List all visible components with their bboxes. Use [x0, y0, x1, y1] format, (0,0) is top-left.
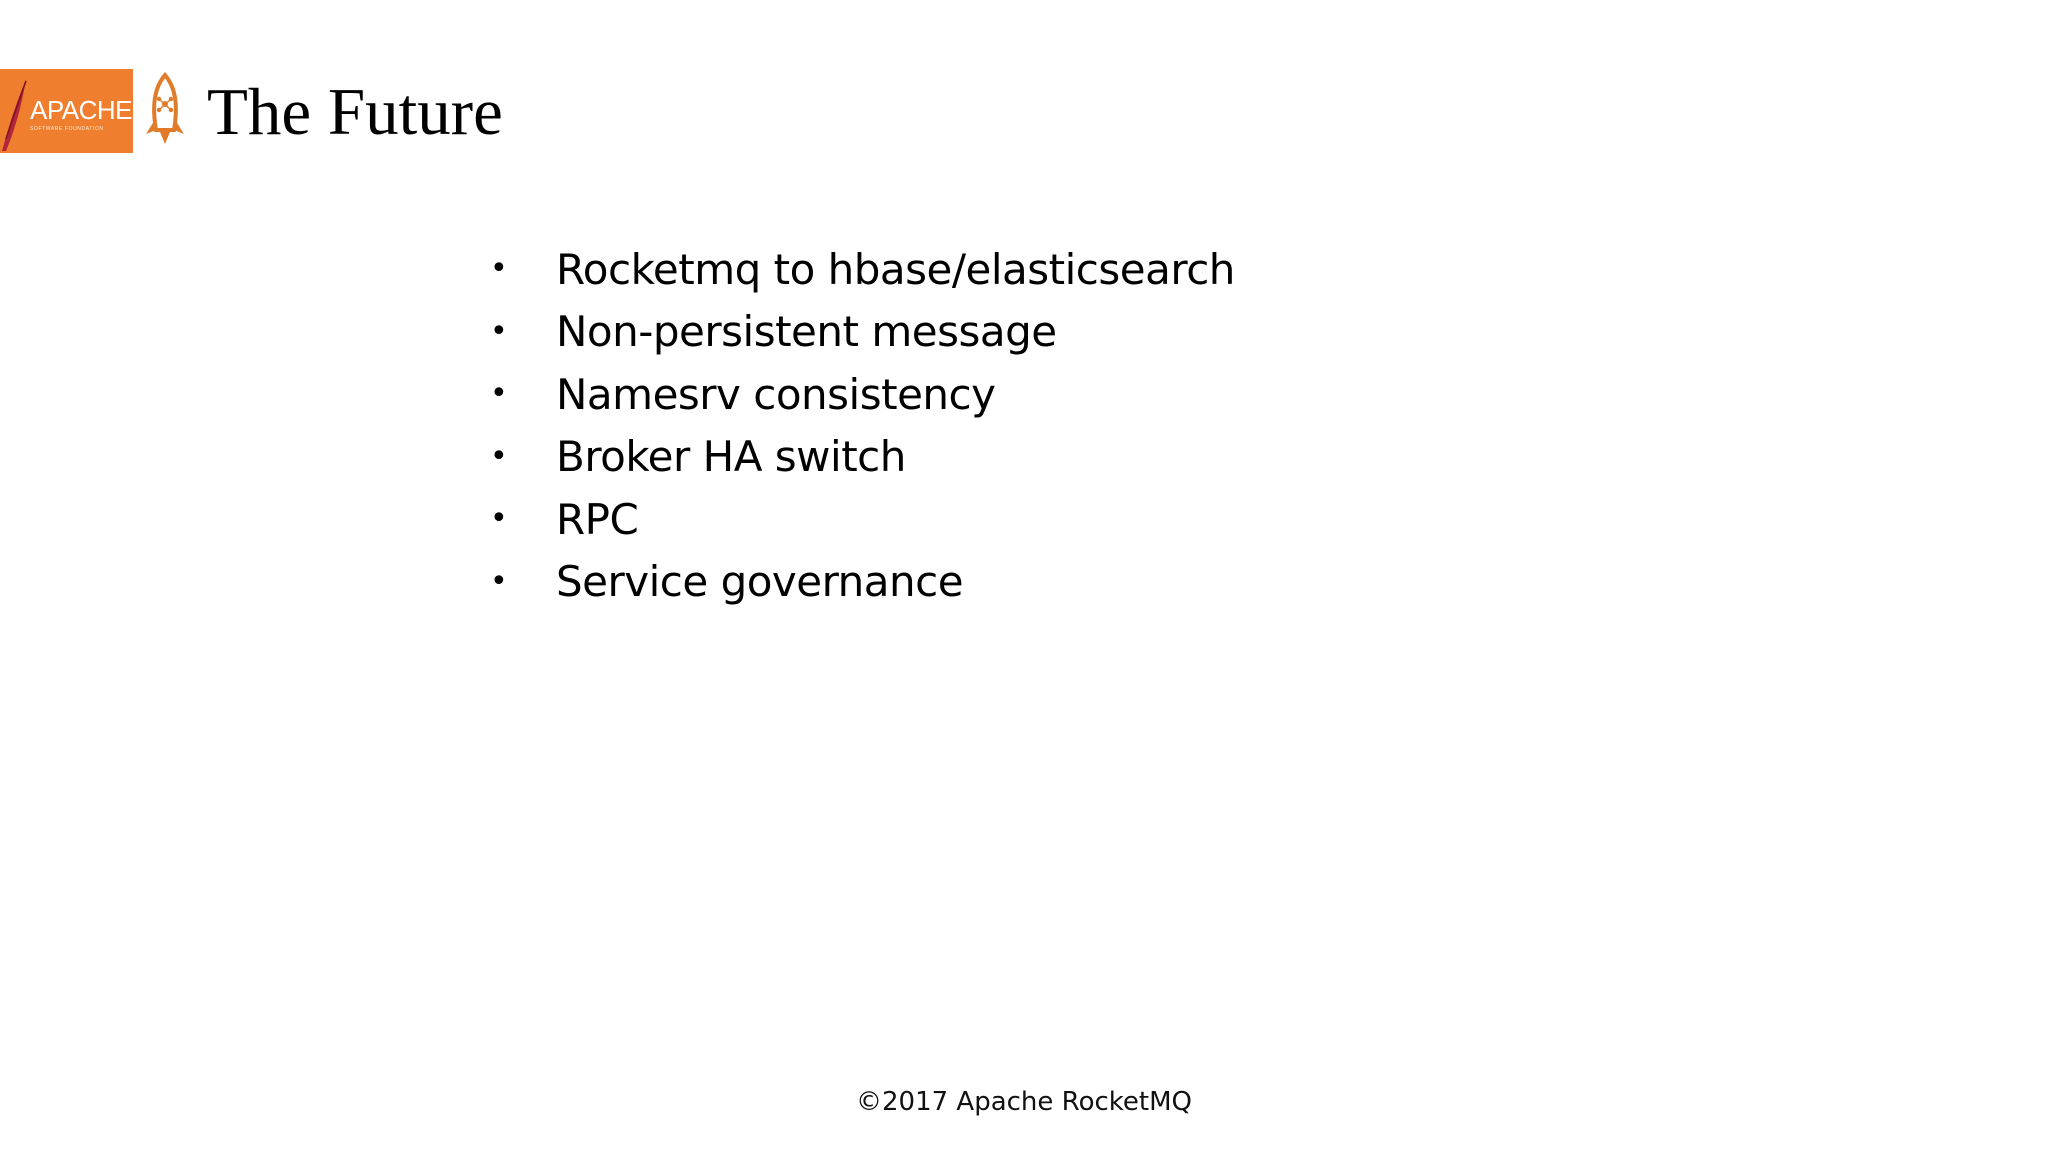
bullet-icon: • — [490, 376, 508, 412]
list-item — [490, 551, 1235, 614]
bullet-text: Namesrv consistency — [556, 369, 996, 419]
bullet-icon: • — [490, 563, 508, 599]
bullet-list — [490, 238, 1235, 613]
page-title: The Future — [207, 75, 503, 149]
bullet-text: RPC — [556, 494, 639, 544]
bullet-text: Broker HA switch — [556, 432, 906, 482]
bullet-icon: • — [490, 313, 508, 349]
footer-copyright: ©2017 Apache RocketMQ — [855, 1087, 1192, 1117]
bullet-text: Rocketmq to hbase/elasticsearch — [556, 244, 1235, 294]
list-item — [490, 301, 1235, 364]
bullet-icon: • — [490, 501, 508, 537]
apache-logo-subtext: SOFTWARE FOUNDATION — [30, 126, 104, 132]
bullet-icon: • — [490, 438, 508, 474]
bullet-text: Service governance — [556, 557, 964, 607]
list-item — [490, 238, 1235, 301]
apache-logo — [0, 69, 133, 153]
rocketmq-logo-icon — [140, 72, 190, 148]
bullet-text: Non-persistent message — [556, 307, 1057, 357]
list-item — [490, 488, 1235, 551]
apache-logo-text: APACHE — [30, 95, 132, 125]
list-item — [490, 426, 1235, 489]
list-item — [490, 363, 1235, 426]
bullet-icon: • — [490, 251, 508, 287]
